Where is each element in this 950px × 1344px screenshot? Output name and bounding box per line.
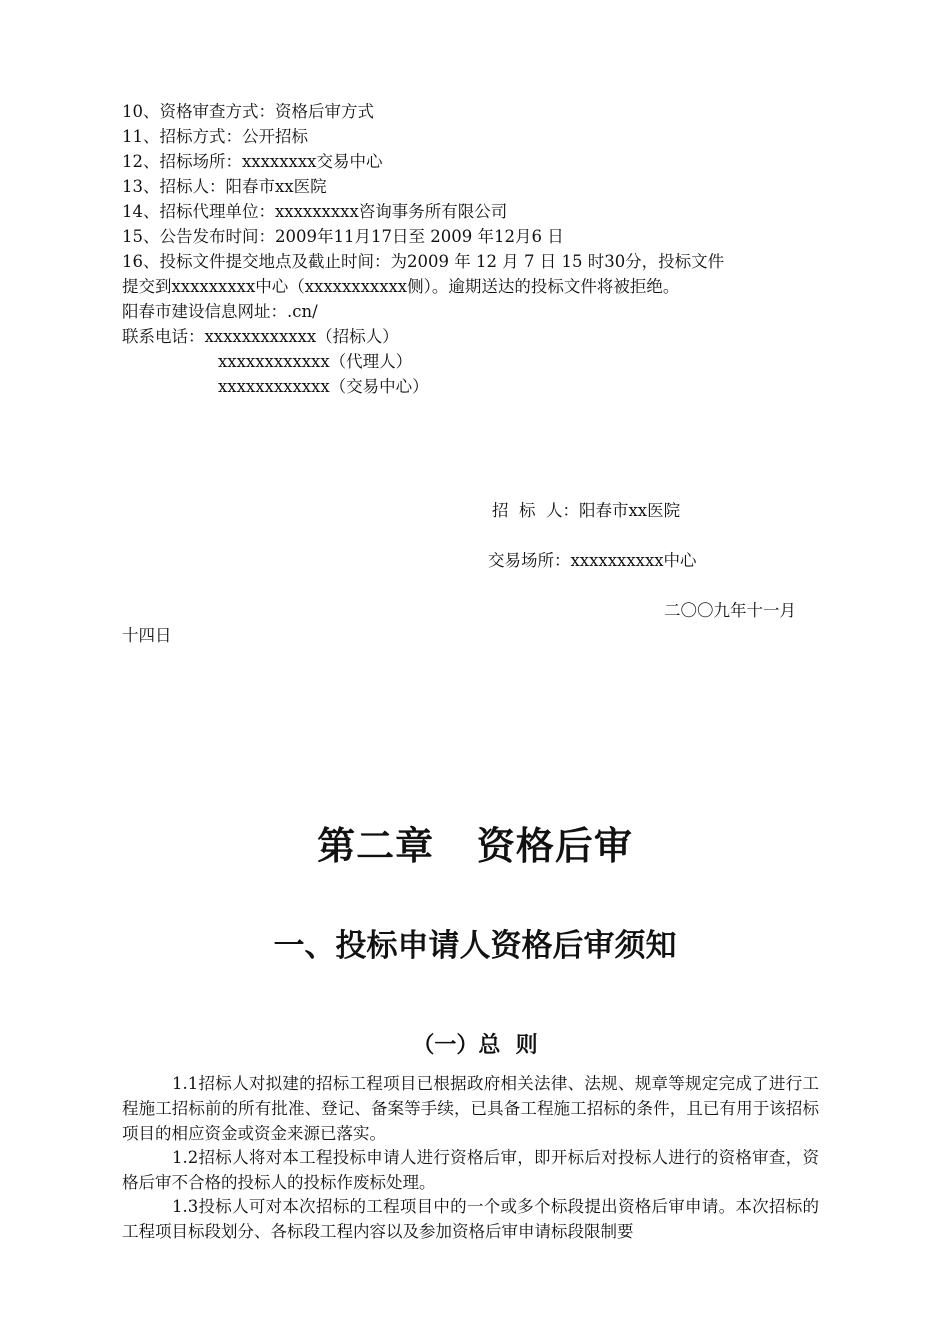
chapter-title: 第二章 资格后审 [317,824,633,868]
section-title: 一、投标申请人资格后审须知 [273,928,677,964]
notice-item-11: 11、招标方式：公开招标 [122,127,308,146]
signature-date: 二〇〇九年十一月 [664,601,796,620]
contact-phone-exchange: xxxxxxxxxxxx（交易中心） [218,377,429,396]
subsection-title: （一）总 则 [412,1033,538,1058]
signature-venue: 交易场所：xxxxxxxxxx中心 [488,551,697,570]
contact-phone-line: 联系电话：xxxxxxxxxxxx（招标人） [122,327,399,346]
notice-item-15: 15、公告发布时间：2009年11月17日至 2009 年12月6 日 [122,227,564,246]
notice-item-14: 14、招标代理单位：xxxxxxxxx咨询事务所有限公司 [122,202,508,221]
signature-tenderer: 招 标 人：阳春市xx医院 [492,501,681,520]
notice-item-12: 12、招标场所：xxxxxxxx交易中心 [122,152,383,171]
notice-item-16-continued: 提交到xxxxxxxxx中心（xxxxxxxxxxx侧）。逾期送达的投标文件将被拒绝。 [122,277,680,296]
paragraph-1-2: 1.2招标人将对本工程投标申请人进行资格后审，即开标后对投标人进行的资格审查，资格后审不合格的投标人的投标作废标处理。 [122,1148,819,1192]
signature-date-continued: 十四日 [122,626,172,645]
notice-item-13: 13、招标人：阳春市xx医院 [122,177,327,196]
notice-item-16: 16、投标文件提交地点及截止时间：为2009 年 12 月 7 日 15 时30分，投标文件 [122,252,725,271]
paragraph-1-3: 1.3投标人可对本次招标的工程项目中的一个或多个标段提出资格后审申请。本次招标的工程项目标段划分、各标段工程内容以及参加资格后审申请标段限制要 [122,1197,819,1241]
contact-phone-agent: xxxxxxxxxxxx（代理人） [218,352,413,371]
paragraph-1-1: 1.1招标人对拟建的招标工程项目已根据政府相关法律、法规、规章等规定完成了进行工程施工招标前的所有批准、登记、备案等手续，已具备工程施工招标的条件，且已有用于该招标项目的相应资金或资金来源已落实。 [122,1074,819,1143]
website-line: 阳春市建设信息网址：.cn/ [122,302,318,321]
notice-item-10: 10、资格审查方式：资格后审方式 [122,102,374,121]
